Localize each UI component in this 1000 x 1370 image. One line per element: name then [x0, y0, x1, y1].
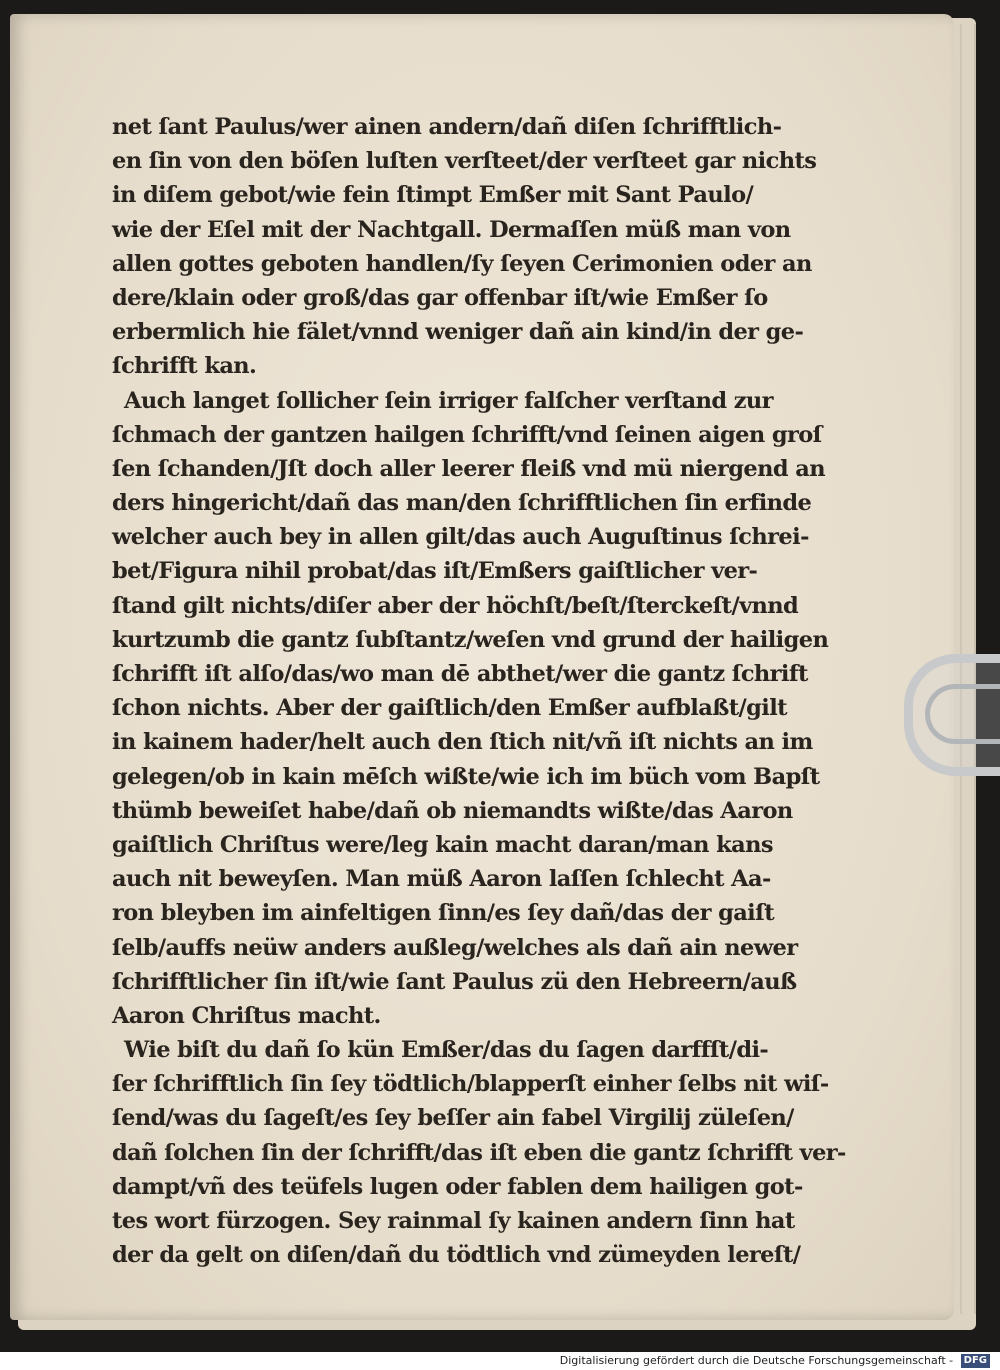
text-line: kurtzumb die gantz ſubſtantz/weſen vnd grund der hailigen — [112, 626, 829, 653]
text-line: ſend/was du ſageſt/es ſey beſſer ain fabel Virgilij züleſen/ — [112, 1105, 794, 1132]
footer-bar — [0, 1352, 1000, 1370]
text-line: gaiſtlich Chriſtus were/leg kain macht daran/man kans — [112, 831, 773, 858]
text-line: Aaron Chriſtus macht. — [112, 1002, 381, 1029]
text-line: ron bleyben im ainfeltigen ſinn/es ſey dañ/das der gaiſt — [112, 900, 774, 927]
text-line: ſchrifft kan. — [112, 353, 257, 380]
footer-credit — [560, 1352, 1000, 1370]
page-text — [112, 110, 846, 1272]
text-line: der da gelt on diſen/dañ du tödtlich vnd zümeyden lereſt/ — [112, 1242, 801, 1269]
text-line: ſchmach der gantzen hailgen ſchrifft/vnd ſeinen aigen groſ — [112, 421, 822, 448]
text-line: ſen ſchanden/Jſt doch aller leerer fleiß vnd mü niergend an — [112, 455, 825, 482]
text-line: Wie biſt du dañ ſo kün Emßer/das du ſagen darffſt/di- — [124, 1037, 769, 1064]
footer-text: Digitalisierung gefördert durch die Deutsche Forschungsgemeinschaft - — [559, 1354, 954, 1367]
text-line: dere/klain oder groß/das gar offenbar iſt/wie Emßer ſo — [112, 284, 768, 311]
text-line: ſelb/auffs neüw anders außleg/welches als dañ ain newer — [112, 934, 798, 961]
text-line: in kainem hader/helt auch den ſtich nit/vñ iſt nichts an im — [112, 729, 813, 756]
text-line: auch nit beweyſen. Man müß Aaron laſſen ſchlecht Aa- — [112, 866, 771, 893]
text-line: en ſin von den böſen luſten verſteet/der verſteet gar nichts — [112, 148, 817, 175]
text-line: bet/Figura nihil probat/das iſt/Emßers gaiſtlicher ver- — [112, 558, 758, 585]
text-line: ders hingericht/dañ das man/den ſchrifftlichen ſin erfinde — [112, 490, 812, 517]
text-line: ſchrifftlicher ſin iſt/wie ſant Paulus zü den Hebreern/auß — [112, 968, 797, 995]
text-line: erbermlich hie fälet/vnnd weniger dañ ain kind/in der ge- — [112, 319, 804, 346]
paper-clip-inner — [925, 684, 1000, 744]
text-line: net ſant Paulus/wer ainen andern/dañ diſen ſchrifftlich- — [112, 114, 782, 140]
text-line: ſchrifft iſt alſo/das/wo man dē abthet/wer die gantz ſchrift — [112, 661, 808, 687]
text-line: ſchon nichts. Aber der gaiſtlich/den Emßer aufblaßt/gilt — [112, 695, 787, 722]
text-line: thümb beweiſet habe/dañ ob niemandts wißte/das Aaron — [112, 797, 793, 824]
text-line: ſtand gilt nichts/diſer aber der höchſt/beſt/ſterckeſt/vnnd — [112, 592, 799, 619]
text-line: in diſem gebot/wie fein ſtimpt Emßer mit Sant Paulo/ — [112, 182, 754, 209]
text-line: dañ ſolchen ſin der ſchrifft/das iſt eben die gantz ſchrifft ver- — [112, 1139, 846, 1166]
text-line: dampt/vñ des teüfels lugen oder fablen dem hailigen got- — [112, 1173, 803, 1200]
text-line: allen gottes geboten handlen/ſy ſeyen Cerimonien oder an — [112, 250, 812, 277]
text-line: gelegen/ob in kain mēſch wißte/wie ich im büch vom Bapſt — [112, 763, 820, 790]
text-line: wie der Eſel mit der Nachtgall. Dermaſſen müß man von — [112, 216, 791, 243]
text-line: welcher auch bey in allen gilt/das auch Auguſtinus ſchrei- — [112, 524, 809, 551]
text-line: tes wort fürzogen. Sey rainmal ſy kainen andern ſinn hat — [112, 1208, 795, 1234]
text-line: Auch langet ſollicher ſein irriger falſcher verſtand zur — [124, 387, 773, 414]
dfg-logo: DFG — [961, 1354, 990, 1368]
text-line: ſer ſchrifftlich ſin ſey tödtlich/blapperſt einher ſelbs nit wiſ- — [112, 1071, 829, 1098]
